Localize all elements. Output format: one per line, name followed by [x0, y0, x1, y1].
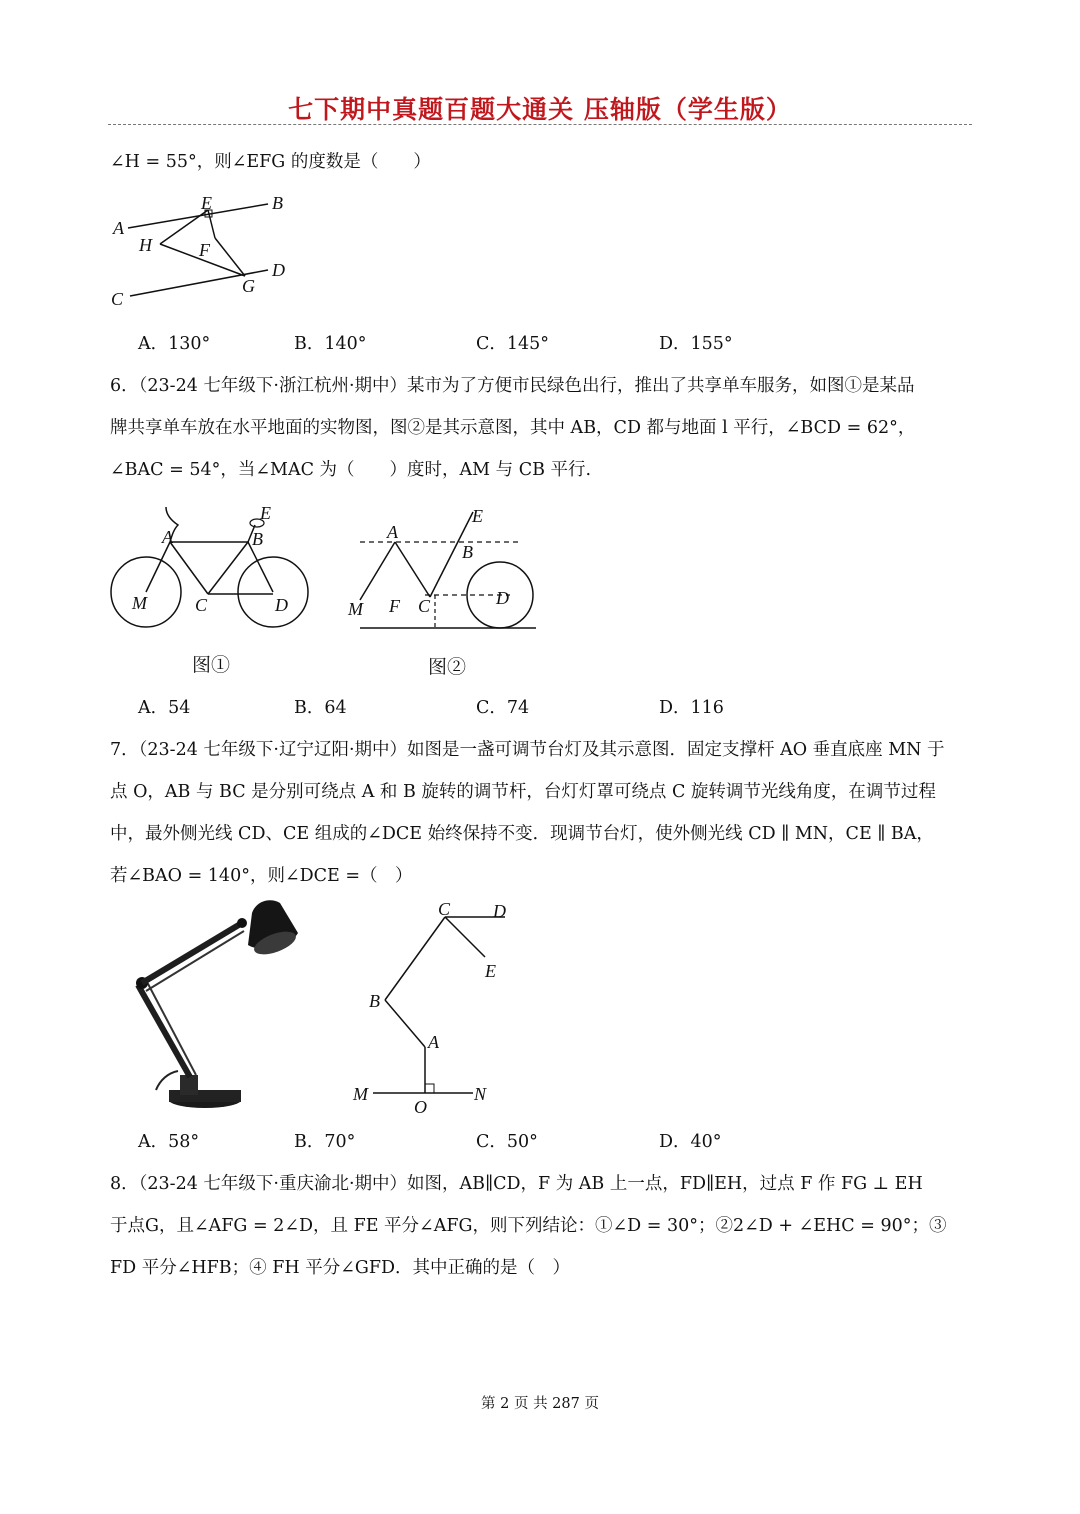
q6-line-3: ∠BAC = 54°，当∠MAC 为（ ）度时，AM 与 CB 平行.: [110, 460, 592, 480]
right-angle-mark: [425, 1084, 434, 1093]
bike-label-a: A: [162, 527, 173, 547]
q7-options: [138, 1130, 898, 1154]
q6-bicycle-figure: [100, 495, 320, 640]
schema-label-a: A: [387, 522, 398, 542]
segment-eh: [160, 210, 208, 244]
lamp-lower-arm: [138, 985, 190, 1077]
figure-2-caption: 图②: [428, 656, 467, 678]
lamp-label-e: E: [485, 961, 496, 981]
q7-figure: [345, 895, 535, 1120]
bike-label-e: E: [260, 503, 271, 523]
schema-label-b: B: [462, 542, 473, 562]
q7-option-d: D．40°: [659, 1132, 722, 1152]
bike-label-d: D: [275, 595, 288, 615]
q7-line-3: 中，最外侧光线 CD、CE 组成的∠DCE 始终保持不变．现调节台灯，使外侧光线 CD ∥ MN，CE ∥ BA，: [110, 824, 934, 844]
rear-stay: [146, 542, 170, 592]
q6-options: [138, 696, 898, 720]
q7-option-c: C．50°: [476, 1132, 538, 1152]
q5-option-a: A．130°: [138, 334, 211, 354]
seat-tube: [170, 542, 208, 594]
q8-line-3: FD 平分∠HFB；④ FH 平分∠GFD．其中正确的是（ ）: [110, 1258, 571, 1278]
q7-line-4: 若∠BAO = 140°，则∠DCE =（ ）: [110, 866, 413, 886]
lamp-label-a: A: [428, 1032, 439, 1052]
q6-option-a: A．54: [138, 698, 191, 718]
schema-label-m: M: [348, 599, 363, 619]
lamp-label-m: M: [353, 1084, 368, 1104]
q6-schematic-figure: [340, 500, 545, 635]
q5-figure: [100, 188, 300, 313]
q7-option-b: B．70°: [294, 1132, 356, 1152]
q6-line-2: 牌共享单车放在水平地面的实物图，图②是其示意图，其中 AB，CD 都与地面 l 平行，∠BCD = 62°，: [110, 418, 916, 438]
schema-label-e: E: [472, 506, 483, 526]
lamp-base-mount: [180, 1075, 198, 1095]
lamp-head-joint: [237, 918, 247, 928]
bike-label-b: B: [252, 529, 263, 549]
page-title: 七下期中真题百题大通关 压轴版（学生版）: [288, 95, 792, 124]
lamp-label-n: N: [474, 1084, 487, 1104]
desk-lamp-photo: [120, 895, 310, 1120]
lamp-label-d: D: [493, 901, 506, 921]
label-a: A: [113, 218, 124, 238]
segment-bc: [385, 917, 445, 1000]
segment-ac: [395, 542, 430, 597]
q5-stem: ∠H = 55°，则∠EFG 的度数是（ ）: [110, 152, 431, 172]
segment-am: [360, 542, 395, 600]
lamp-upper-arm: [142, 923, 242, 983]
bike-label-c: C: [195, 595, 208, 615]
lamp-lower-arm-rod: [146, 980, 196, 1075]
label-h: H: [139, 235, 152, 255]
q5-options: [138, 332, 898, 356]
q8-line-1: 8．（23-24 七年级下·重庆渝北·期中）如图，AB∥CD，F 为 AB 上一点，FD∥EH，过点 F 作 FG ⊥ EH: [110, 1174, 923, 1194]
fork: [248, 542, 273, 592]
label-e: E: [201, 193, 212, 213]
lamp-upper-arm-rod: [146, 931, 244, 991]
q6-option-c: C．74: [476, 698, 530, 718]
segment-ab: [385, 1000, 425, 1047]
down-tube: [208, 542, 248, 594]
label-b: B: [272, 193, 283, 213]
figure-1-caption: 图①: [192, 654, 231, 676]
schema-label-c: C: [418, 596, 431, 616]
label-c: C: [111, 289, 124, 309]
q7-line-1: 7．（23-24 七年级下·辽宁辽阳·期中）如图是一盏可调节台灯及其示意图．固定支撑杆 AO 垂直底座 MN 于: [110, 740, 945, 760]
q5-option-d: D．155°: [659, 334, 733, 354]
q7-line-2: 点 O，AB 与 BC 是分别可绕点 A 和 B 旋转的调节杆，台灯灯罩可绕点 C 旋转调节光线角度，在调节过程: [110, 782, 936, 802]
header-divider: [108, 124, 972, 125]
schema-label-d: D: [496, 588, 509, 608]
q7-option-a: A．58°: [138, 1132, 200, 1152]
lamp-label-b: B: [369, 991, 380, 1011]
q5-option-b: B．140°: [294, 334, 367, 354]
label-g: G: [242, 276, 255, 296]
label-f: F: [199, 240, 210, 260]
ray-ce: [445, 917, 485, 957]
q6-option-d: D．116: [659, 698, 724, 718]
schema-label-f: F: [389, 596, 400, 616]
lamp-label-o: O: [414, 1097, 427, 1117]
line-ab: [128, 204, 268, 228]
q5-option-c: C．145°: [476, 334, 550, 354]
bike-label-m: M: [132, 593, 147, 613]
q6-line-1: 6．（23-24 七年级下·浙江杭州·期中）某市为了方便市民绿色出行，推出了共享单车服务，如图①是某品: [110, 376, 915, 396]
label-d: D: [272, 260, 285, 280]
lamp-cord: [156, 1071, 178, 1090]
q6-option-b: B．64: [294, 698, 347, 718]
page-footer: 第 2 页 共 287 页: [481, 1396, 599, 1412]
q8-line-2: 于点G，且∠AFG = 2∠D，且 FE 平分∠AFG，则下列结论：①∠D = 30°；②2∠D + ∠EHC = 90°；③: [110, 1216, 947, 1236]
lamp-label-c: C: [438, 899, 451, 919]
lamp-base-body: [169, 1090, 241, 1102]
